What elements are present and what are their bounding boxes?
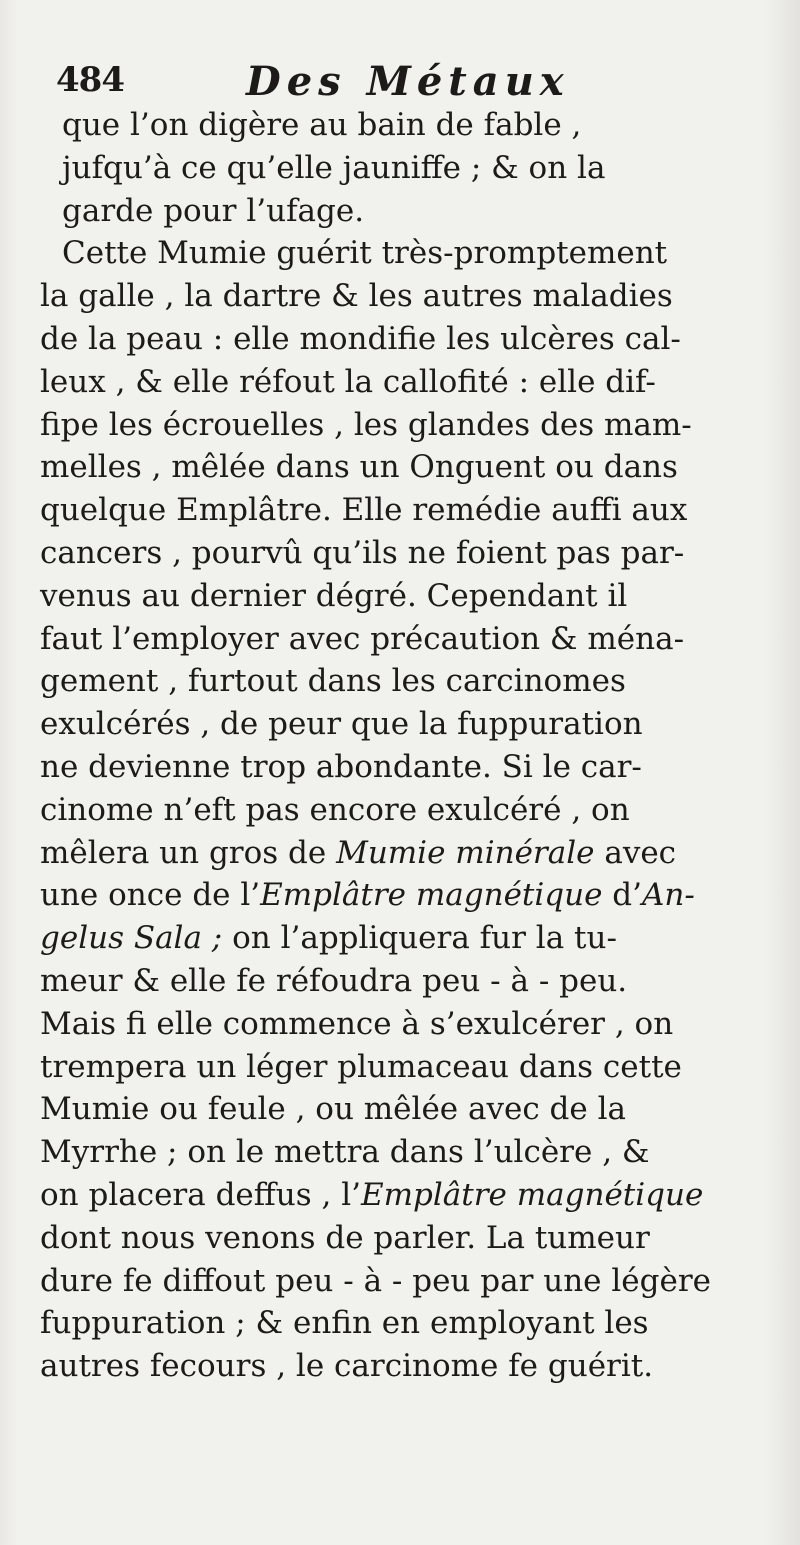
text-line (40, 618, 775, 661)
text-line (40, 361, 775, 404)
line-text: on placera deffus , l’ (40, 1176, 362, 1213)
line-text: melles , mêlée dans un Onguent ou dans (40, 449, 678, 486)
text-line (40, 917, 775, 960)
line-text: garde pour l’ufage. (62, 192, 365, 229)
line-text: meur & elle fe réfoudra peu - à - peu. (40, 962, 628, 999)
line-text: faut l’employer avec précaution & ména- (40, 620, 685, 657)
text-line (40, 1217, 775, 1260)
line-text: cancers , pourvû qu’ils ne foient pas par- (40, 534, 685, 571)
text-line (40, 703, 775, 746)
text-line (40, 832, 775, 875)
text-line (40, 404, 775, 447)
text-line (40, 1302, 775, 1345)
text-line (40, 1174, 775, 1217)
text-line (40, 147, 775, 190)
line-text: Mumie ou feule , ou mêlée avec de la (40, 1091, 626, 1128)
text-line (40, 1260, 775, 1303)
text-line (40, 1088, 775, 1131)
line-text: mêlera un gros de (40, 834, 337, 871)
line-text: trempera un léger plumaceau dans cette (40, 1048, 682, 1085)
line-text: autres fecours , le carcinome fe guérit. (40, 1348, 654, 1385)
page-number: 484 (56, 60, 124, 100)
text-line (40, 489, 775, 532)
line-text: exulcérés , de peur que la fuppuration (40, 706, 643, 743)
line-text: la galle , la dartre & les autres maladies (40, 278, 673, 315)
italic-text: An- (642, 877, 695, 914)
text-line (40, 660, 775, 703)
text-line (40, 190, 775, 233)
running-title: Des Métaux (246, 58, 570, 105)
text-line (40, 318, 775, 361)
italic-text: Emplâtre magnétique (361, 1176, 704, 1213)
line-text: jufqu’à ce qu’elle jauniffe ; & on la (62, 149, 606, 186)
line-text: fipe les écrouelles , les glandes des mam- (40, 406, 692, 443)
text-line (40, 789, 775, 832)
text-line (40, 746, 775, 789)
line-text: fuppuration ; & enfin en employant les (40, 1305, 649, 1342)
text-line (40, 1046, 775, 1089)
line-text: Cette Mumie guérit très-promptement (62, 235, 668, 272)
body-text (40, 104, 775, 1388)
text-line (40, 1345, 775, 1388)
line-text: gement , furtout dans les carcinomes (40, 663, 626, 700)
italic-text: gelus Sala ; (40, 920, 223, 957)
italic-text: Emplâtre magnétique (260, 877, 603, 914)
text-line (40, 232, 775, 275)
line-text: leux , & elle réfout la callofité : elle dif- (40, 363, 656, 400)
line-text: Myrrhe ; on le mettra dans l’ulcère , & (40, 1134, 650, 1171)
italic-text: Mumie minérale (336, 834, 595, 871)
line-text: une once de l’ (40, 877, 261, 914)
line-text: cinome n’eft pas encore exulcéré , on (40, 791, 630, 828)
line-text: avec (594, 834, 677, 871)
line-text: d’ (602, 877, 643, 914)
text-line (40, 1131, 775, 1174)
text-line (40, 532, 775, 575)
text-line (40, 275, 775, 318)
line-text: que l’on digère au bain de fable , (62, 107, 582, 143)
line-text: ne devienne trop abondante. Si le car- (40, 748, 642, 785)
text-line (40, 575, 775, 618)
line-text: venus au dernier dégré. Cependant il (40, 577, 628, 614)
line-text: Mais fi elle commence à s’exulcérer , on (40, 1005, 674, 1042)
text-line (40, 874, 775, 917)
line-text: on l’appliquera fur la tu- (222, 920, 617, 957)
text-line (40, 1003, 775, 1046)
text-line (40, 960, 775, 1003)
line-text: dont nous venons de parler. La tumeur (40, 1219, 650, 1256)
line-text: quelque Emplâtre. Elle remédie auffi aux (40, 492, 688, 529)
page-gutter-shadow (0, 0, 18, 1545)
line-text: dure fe diffout peu - à - peu par une légère (40, 1262, 711, 1299)
text-line (40, 104, 775, 147)
text-line (40, 446, 775, 489)
line-text: de la peau : elle mondifie les ulcères cal- (40, 320, 681, 357)
